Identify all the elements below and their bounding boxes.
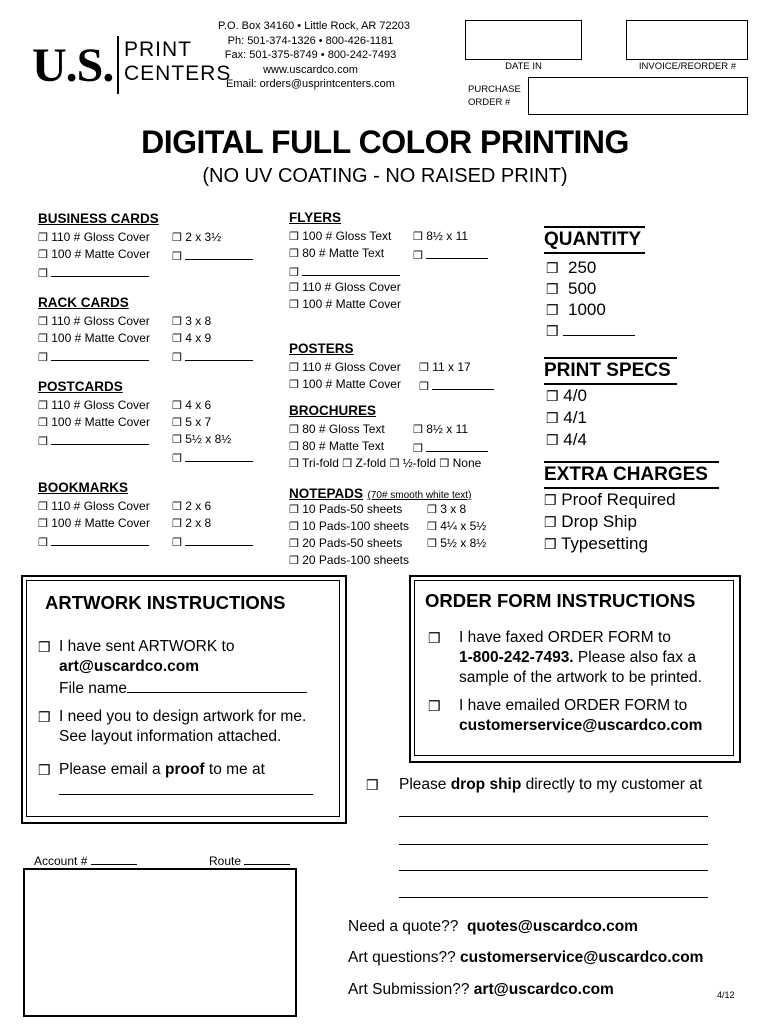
pc-size2-label: 5 x 7 [185, 415, 212, 429]
customer-service-email: customerservice@uscardco.com [459, 717, 703, 734]
art-submission-email[interactable]: art@uscardco.com [473, 981, 614, 998]
np-opt3[interactable] [289, 536, 402, 550]
checkbox-icon[interactable]: ❒ [428, 630, 441, 646]
bc-gloss-label: 110 # Gloss Cover [51, 230, 150, 244]
checkbox-icon[interactable]: ❒ [38, 232, 48, 244]
spec-40-label: 4/0 [563, 386, 587, 405]
flyers-heading: FLYERS [289, 210, 342, 225]
rc-other-blank[interactable] [51, 348, 149, 361]
br-none-label: None [452, 456, 482, 470]
account-blank[interactable] [91, 852, 137, 865]
checkbox-icon[interactable]: ❒ [289, 379, 299, 391]
checkbox-icon[interactable]: ❒ [172, 501, 182, 513]
pc-size3-option[interactable] [172, 432, 231, 446]
bc-gloss-option[interactable] [38, 230, 150, 244]
proof-text-a: Please email a [59, 761, 165, 778]
pc-matte-option[interactable] [38, 415, 150, 429]
file-name-label: File name [59, 680, 128, 697]
checkbox-icon[interactable]: ❒ [427, 504, 437, 516]
logo-divider [117, 36, 119, 94]
spec-41-option[interactable] [546, 408, 587, 428]
checkbox-icon[interactable]: ❒ [289, 362, 299, 374]
fl-gloss-text-label: 100 # Gloss Text [302, 229, 392, 243]
spec-41-label: 4/1 [563, 408, 587, 427]
checkbox-icon[interactable]: ❒ [172, 417, 182, 429]
bm-size-other[interactable] [172, 533, 253, 549]
rack-cards-heading: RACK CARDS [38, 295, 129, 310]
checkbox-icon[interactable]: ❒ [172, 251, 182, 263]
logo-print: PRINT [124, 38, 192, 61]
order-form-heading: ORDER FORM INSTRUCTIONS [425, 590, 696, 611]
fl-size1-label: 8½ x 11 [426, 229, 469, 243]
quote-label: Need a quote?? [348, 918, 459, 935]
pc-matte-label: 100 # Matte Cover [51, 415, 150, 429]
artwork-sent-option[interactable] [38, 637, 51, 658]
br-zfold-label: Z-fold [355, 456, 387, 470]
br-size-other[interactable] [413, 439, 488, 455]
br-size1-option[interactable] [413, 422, 468, 436]
drop-ship-a: Please [399, 776, 451, 793]
po-label-1: PURCHASE [468, 84, 521, 95]
pc-size3-label: 5½ x 8½ [185, 432, 232, 446]
checkbox-icon[interactable]: ❒ [289, 267, 299, 279]
bm-size1-label: 2 x 6 [185, 499, 212, 513]
checkbox-icon[interactable]: ❒ [342, 458, 353, 470]
po-field[interactable] [528, 77, 748, 115]
rc-matte-label: 100 # Matte Cover [51, 331, 150, 345]
print-specs-underline [544, 383, 677, 385]
checkbox-icon[interactable]: ❒ [289, 231, 299, 243]
po-matte-label: 100 # Matte Cover [302, 377, 401, 391]
bm-size1-option[interactable] [172, 499, 211, 513]
business-cards-heading: BUSINESS CARDS [38, 211, 159, 226]
pc-other-option[interactable] [38, 432, 149, 448]
checkbox-icon[interactable]: ❒ [413, 231, 423, 243]
drop-ship-line-4[interactable] [399, 897, 708, 898]
extra-charges-rule [544, 461, 719, 463]
rc-size-other[interactable] [172, 348, 253, 364]
checkbox-icon[interactable]: ❒ [172, 232, 182, 244]
order-emailed-option[interactable] [428, 696, 441, 717]
proof-text-b: proof [164, 761, 205, 778]
checkbox-icon[interactable]: ❒ [38, 762, 51, 778]
bm-gloss-option[interactable] [38, 499, 150, 513]
page-title: DIGITAL FULL COLOR PRINTING [141, 124, 629, 160]
order-faxed-line3: sample of the artwork to be printed. [459, 669, 702, 686]
file-name-row [59, 677, 307, 699]
drop-ship-line-1[interactable] [399, 816, 708, 817]
logo-us: U.S. [32, 39, 114, 92]
rc-gloss-option[interactable] [38, 314, 150, 328]
fl-gloss-cover-option[interactable] [289, 280, 401, 294]
spec-44-option[interactable] [546, 430, 587, 450]
fax-number: 1-800-242-7493. [459, 649, 574, 666]
drop-ship-b: drop ship [450, 776, 522, 793]
np-opt4[interactable] [289, 553, 409, 567]
rc-other-option[interactable] [38, 348, 149, 364]
checkbox-icon[interactable]: ❒ [172, 352, 182, 364]
checkbox-icon[interactable]: ❒ [172, 400, 182, 412]
bm-size2-label: 2 x 8 [185, 516, 212, 530]
order-faxed-line1: I have faxed ORDER FORM to [459, 629, 671, 646]
bc-matte-label: 100 # Matte Cover [51, 247, 150, 261]
route-blank[interactable] [244, 852, 290, 865]
fl-gloss-text-option[interactable] [289, 229, 391, 243]
art-submission-line [348, 981, 614, 999]
contact-fax: Fax: 501-375-8749 • 800-242-7493 [224, 49, 397, 61]
po-matte-option[interactable] [289, 377, 401, 391]
qty-other-blank[interactable] [563, 321, 635, 336]
route-field[interactable] [209, 852, 290, 868]
artwork-email: art@uscardco.com [59, 658, 200, 675]
bc-matte-option[interactable] [38, 247, 150, 261]
drop-ship-line-3[interactable] [399, 870, 708, 871]
checkbox-icon[interactable]: ❒ [172, 537, 182, 549]
fl-matte-text-label: 80 # Matte Text [302, 246, 385, 260]
po-size-other[interactable] [419, 377, 494, 393]
rc-size2-option[interactable] [172, 331, 211, 345]
po-size1-label: 11 x 17 [432, 360, 471, 374]
br-matte-label: 80 # Matte Text [302, 439, 385, 453]
np-size1[interactable] [427, 502, 466, 516]
date-in-label: DATE IN [505, 61, 542, 72]
checkbox-icon[interactable]: ❒ [172, 333, 182, 345]
bm-matte-option[interactable] [38, 516, 150, 530]
np-size3[interactable] [427, 536, 486, 550]
artwork-proof-option[interactable] [38, 760, 51, 781]
fl-size-other[interactable] [413, 246, 488, 262]
checkbox-icon[interactable]: ❒ [419, 362, 429, 374]
po-gloss-label: 110 # Gloss Cover [302, 360, 401, 374]
checkbox-icon[interactable]: ❒ [289, 248, 299, 260]
br-halffold-label: ½-fold [402, 456, 437, 470]
checkbox-icon[interactable]: ❒ [413, 424, 423, 436]
file-name-blank[interactable] [127, 677, 307, 693]
artwork-design-option[interactable] [38, 707, 51, 728]
checkbox-icon[interactable]: ❒ [546, 410, 559, 426]
typesetting-label: Typesetting [560, 534, 648, 553]
po-label-2: ORDER # [468, 97, 511, 108]
np-size1-label: 3 x 8 [440, 502, 467, 516]
checkbox-icon[interactable]: ❒ [546, 302, 559, 318]
spec-44-label: 4/4 [563, 430, 587, 449]
qty-1000-label: 1000 [568, 300, 606, 319]
account-label: Account # [34, 854, 88, 868]
order-faxed-option[interactable] [428, 628, 441, 649]
checkbox-icon[interactable]: ❒ [289, 504, 299, 516]
contact-address: P.O. Box 34160 • Little Rock, AR 72203 [218, 20, 410, 32]
invoice-label: INVOICE/REORDER # [638, 61, 737, 72]
fl-matte-cover-label: 100 # Matte Cover [302, 297, 401, 311]
quantity-rule [544, 226, 645, 228]
br-trifold-label: Tri-fold [302, 456, 339, 470]
checkbox-icon[interactable]: ❒ [544, 514, 557, 530]
art-questions-email[interactable]: customerservice@uscardco.com [460, 949, 704, 966]
pc-size1-label: 4 x 6 [185, 398, 212, 412]
revision-label: 4/12 [717, 990, 735, 1000]
checkbox-icon[interactable]: ❒ [546, 323, 559, 339]
po-size-blank[interactable] [432, 377, 494, 390]
checkbox-icon[interactable]: ❒ [427, 538, 437, 550]
quote-email[interactable]: quotes@uscardco.com [466, 918, 638, 935]
checkbox-icon[interactable]: ❒ [38, 316, 48, 328]
route-label: Route [209, 854, 242, 868]
checkbox-icon[interactable]: ❒ [413, 250, 423, 262]
pc-size-other[interactable] [172, 449, 253, 465]
checkbox-icon[interactable]: ❒ [289, 441, 299, 453]
qty-1000-option[interactable] [546, 300, 606, 320]
drop-ship-c: directly to my customer at [521, 776, 703, 793]
checkbox-icon[interactable]: ❒ [289, 424, 299, 436]
bc-size-blank[interactable] [185, 247, 253, 260]
rc-size1-label: 3 x 8 [185, 314, 212, 328]
contact-block [218, 19, 410, 92]
rc-gloss-label: 110 # Gloss Cover [51, 314, 150, 328]
np-opt2-label: 10 Pads-100 sheets [302, 519, 409, 533]
drop-ship-option[interactable] [544, 512, 637, 532]
bm-size2-option[interactable] [172, 516, 211, 530]
contact-website: www.uscardco.com [263, 63, 358, 76]
artwork-design-text [59, 707, 306, 747]
br-size1-label: 8½ x 11 [426, 422, 469, 436]
checkbox-icon[interactable]: ❒ [546, 388, 559, 404]
order-emailed-line1: I have emailed ORDER FORM to [459, 697, 688, 714]
typesetting-option[interactable] [544, 534, 648, 554]
checkbox-icon[interactable]: ❒ [38, 417, 48, 429]
checkbox-icon[interactable]: ❒ [38, 501, 48, 513]
drop-ship-customer-option[interactable] [366, 775, 379, 796]
qty-250-label: 250 [568, 258, 597, 277]
checkbox-icon[interactable]: ❒ [546, 432, 559, 448]
rc-size1-option[interactable] [172, 314, 211, 328]
np-size3-label: 5½ x 8½ [440, 536, 487, 550]
fl-other-blank[interactable] [302, 263, 400, 276]
date-in-field[interactable] [465, 20, 582, 60]
extra-charges-heading: EXTRA CHARGES [544, 464, 708, 485]
pc-size2-option[interactable] [172, 415, 211, 429]
page-subtitle: (NO UV COATING - NO RAISED PRINT) [202, 165, 568, 187]
art-questions-label: Art questions?? [348, 949, 456, 966]
bc-other-option[interactable] [38, 264, 149, 280]
checkbox-icon[interactable]: ❒ [289, 521, 299, 533]
checkbox-icon[interactable]: ❒ [38, 400, 48, 412]
checkbox-icon[interactable]: ❒ [289, 538, 299, 550]
checkbox-icon[interactable]: ❒ [419, 381, 429, 393]
contact-email: Email: orders@usprintcenters.com [226, 78, 395, 90]
print-specs-heading: PRINT SPECS [544, 360, 671, 381]
checkbox-icon[interactable]: ❒ [38, 352, 48, 364]
proof-email-line[interactable] [59, 794, 313, 795]
np-opt1[interactable] [289, 502, 402, 516]
checkbox-icon[interactable]: ❒ [172, 434, 182, 446]
quantity-underline [544, 252, 645, 254]
order-faxed-line2 [459, 648, 702, 668]
fl-gloss-cover-label: 110 # Gloss Cover [302, 280, 401, 294]
checkbox-icon[interactable]: ❒ [366, 777, 379, 793]
po-size1-option[interactable] [419, 360, 471, 374]
print-specs-rule [544, 357, 677, 359]
checkbox-icon[interactable]: ❒ [38, 249, 48, 261]
proof-text-c: to me at [204, 761, 265, 778]
drop-ship-line-2[interactable] [399, 844, 708, 845]
checkbox-icon[interactable]: ❒ [38, 518, 48, 530]
checkbox-icon[interactable]: ❒ [289, 555, 299, 567]
br-gloss-option[interactable] [289, 422, 385, 436]
artwork-proof-text [59, 760, 265, 780]
checkbox-icon[interactable]: ❒ [289, 299, 299, 311]
invoice-field[interactable] [626, 20, 748, 60]
checkbox-icon[interactable]: ❒ [427, 521, 437, 533]
np-opt1-label: 10 Pads-50 sheets [302, 502, 403, 516]
checkbox-icon[interactable]: ❒ [289, 282, 299, 294]
checkbox-icon[interactable]: ❒ [389, 458, 400, 470]
checkbox-icon[interactable]: ❒ [38, 333, 48, 345]
order-faxed-line2b: Please also fax a [573, 649, 696, 666]
qty-500-option[interactable] [546, 279, 596, 299]
order-faxed-text [459, 628, 702, 688]
bm-matte-label: 100 # Matte Cover [51, 516, 150, 530]
contact-phone: Ph: 501-374-1326 • 800-426-1181 [227, 34, 394, 47]
bookmarks-heading: BOOKMARKS [38, 480, 128, 495]
bc-size-option[interactable] [172, 230, 221, 244]
pc-size-blank[interactable] [185, 449, 253, 462]
rc-size-blank[interactable] [185, 348, 253, 361]
checkbox-icon[interactable]: ❒ [172, 453, 182, 465]
checkbox-icon[interactable]: ❒ [413, 443, 423, 455]
order-emailed-text [459, 696, 702, 736]
bm-other-option[interactable] [38, 533, 149, 549]
po-gloss-option[interactable] [289, 360, 401, 374]
fl-other-option[interactable] [289, 263, 400, 279]
fl-matte-text-option[interactable] [289, 246, 384, 260]
quote-line [348, 918, 638, 936]
checkbox-icon[interactable]: ❒ [172, 316, 182, 328]
extra-charges-underline [544, 487, 719, 489]
fl-size1-option[interactable] [413, 229, 468, 243]
pc-other-blank[interactable] [51, 432, 149, 445]
posters-heading: POSTERS [289, 341, 354, 356]
checkbox-icon[interactable]: ❒ [38, 268, 48, 280]
art-submission-label: Art Submission?? [348, 981, 470, 998]
qty-other-option[interactable] [546, 321, 635, 341]
checkbox-icon[interactable]: ❒ [38, 436, 48, 448]
bm-size-blank[interactable] [185, 533, 253, 546]
artwork-design-line2: See layout information attached. [59, 728, 282, 745]
art-questions-line [348, 949, 703, 967]
office-notes-box[interactable] [23, 868, 297, 1017]
drop-ship-label: Drop Ship [561, 512, 637, 531]
br-fold-options [289, 456, 481, 470]
checkbox-icon[interactable]: ❒ [544, 492, 557, 508]
artwork-design-line1: I need you to design artwork for me. [59, 708, 307, 725]
proof-required-label: Proof Required [561, 490, 676, 509]
np-size2-label: 4¼ x 5½ [440, 519, 487, 533]
checkbox-icon[interactable]: ❒ [439, 458, 450, 470]
brochures-heading: BROCHURES [289, 403, 377, 418]
bm-other-blank[interactable] [51, 533, 149, 546]
notepads-heading: NOTEPADS [289, 486, 364, 501]
spec-40-option[interactable] [546, 386, 587, 406]
artwork-sent-line1: I have sent ARTWORK to [59, 638, 235, 655]
pc-size1-option[interactable] [172, 398, 211, 412]
rc-size2-label: 4 x 9 [185, 331, 212, 345]
logo-centers: CENTERS [124, 62, 232, 85]
checkbox-icon[interactable]: ❒ [428, 698, 441, 714]
checkbox-icon[interactable]: ❒ [38, 639, 51, 655]
artwork-heading: ARTWORK INSTRUCTIONS [45, 592, 286, 613]
quantity-heading: QUANTITY [544, 229, 642, 250]
br-gloss-label: 80 # Gloss Text [302, 422, 385, 436]
checkbox-icon[interactable]: ❒ [546, 281, 559, 297]
bc-size-other[interactable] [172, 247, 253, 263]
pc-gloss-option[interactable] [38, 398, 150, 412]
checkbox-icon[interactable]: ❒ [546, 260, 559, 276]
fl-size-blank[interactable] [426, 246, 488, 259]
pc-gloss-label: 110 # Gloss Cover [51, 398, 150, 412]
drop-ship-text [399, 775, 702, 795]
qty-250-option[interactable] [546, 258, 596, 278]
fl-matte-cover-option[interactable] [289, 297, 401, 311]
np-opt3-label: 20 Pads-50 sheets [302, 536, 403, 550]
checkbox-icon[interactable]: ❒ [172, 518, 182, 530]
notepads-note: (70# smooth white text) [367, 490, 472, 501]
checkbox-icon[interactable]: ❒ [38, 709, 51, 725]
np-size2[interactable] [427, 519, 486, 533]
postcards-heading: POSTCARDS [38, 379, 123, 394]
bm-gloss-label: 110 # Gloss Cover [51, 499, 150, 513]
qty-500-label: 500 [568, 279, 597, 298]
checkbox-icon[interactable]: ❒ [38, 537, 48, 549]
rc-matte-option[interactable] [38, 331, 150, 345]
artwork-sent-text [59, 637, 307, 699]
br-matte-option[interactable] [289, 439, 384, 453]
checkbox-icon[interactable]: ❒ [289, 458, 299, 470]
np-opt2[interactable] [289, 519, 409, 533]
checkbox-icon[interactable]: ❒ [544, 536, 557, 552]
br-size-blank[interactable] [426, 439, 488, 452]
bc-size-label: 2 x 3½ [185, 230, 222, 244]
bc-other-blank[interactable] [51, 264, 149, 277]
notepads-header [289, 485, 471, 503]
np-opt4-label: 20 Pads-100 sheets [302, 553, 409, 567]
proof-required-option[interactable] [544, 490, 676, 510]
account-field[interactable] [34, 852, 137, 868]
